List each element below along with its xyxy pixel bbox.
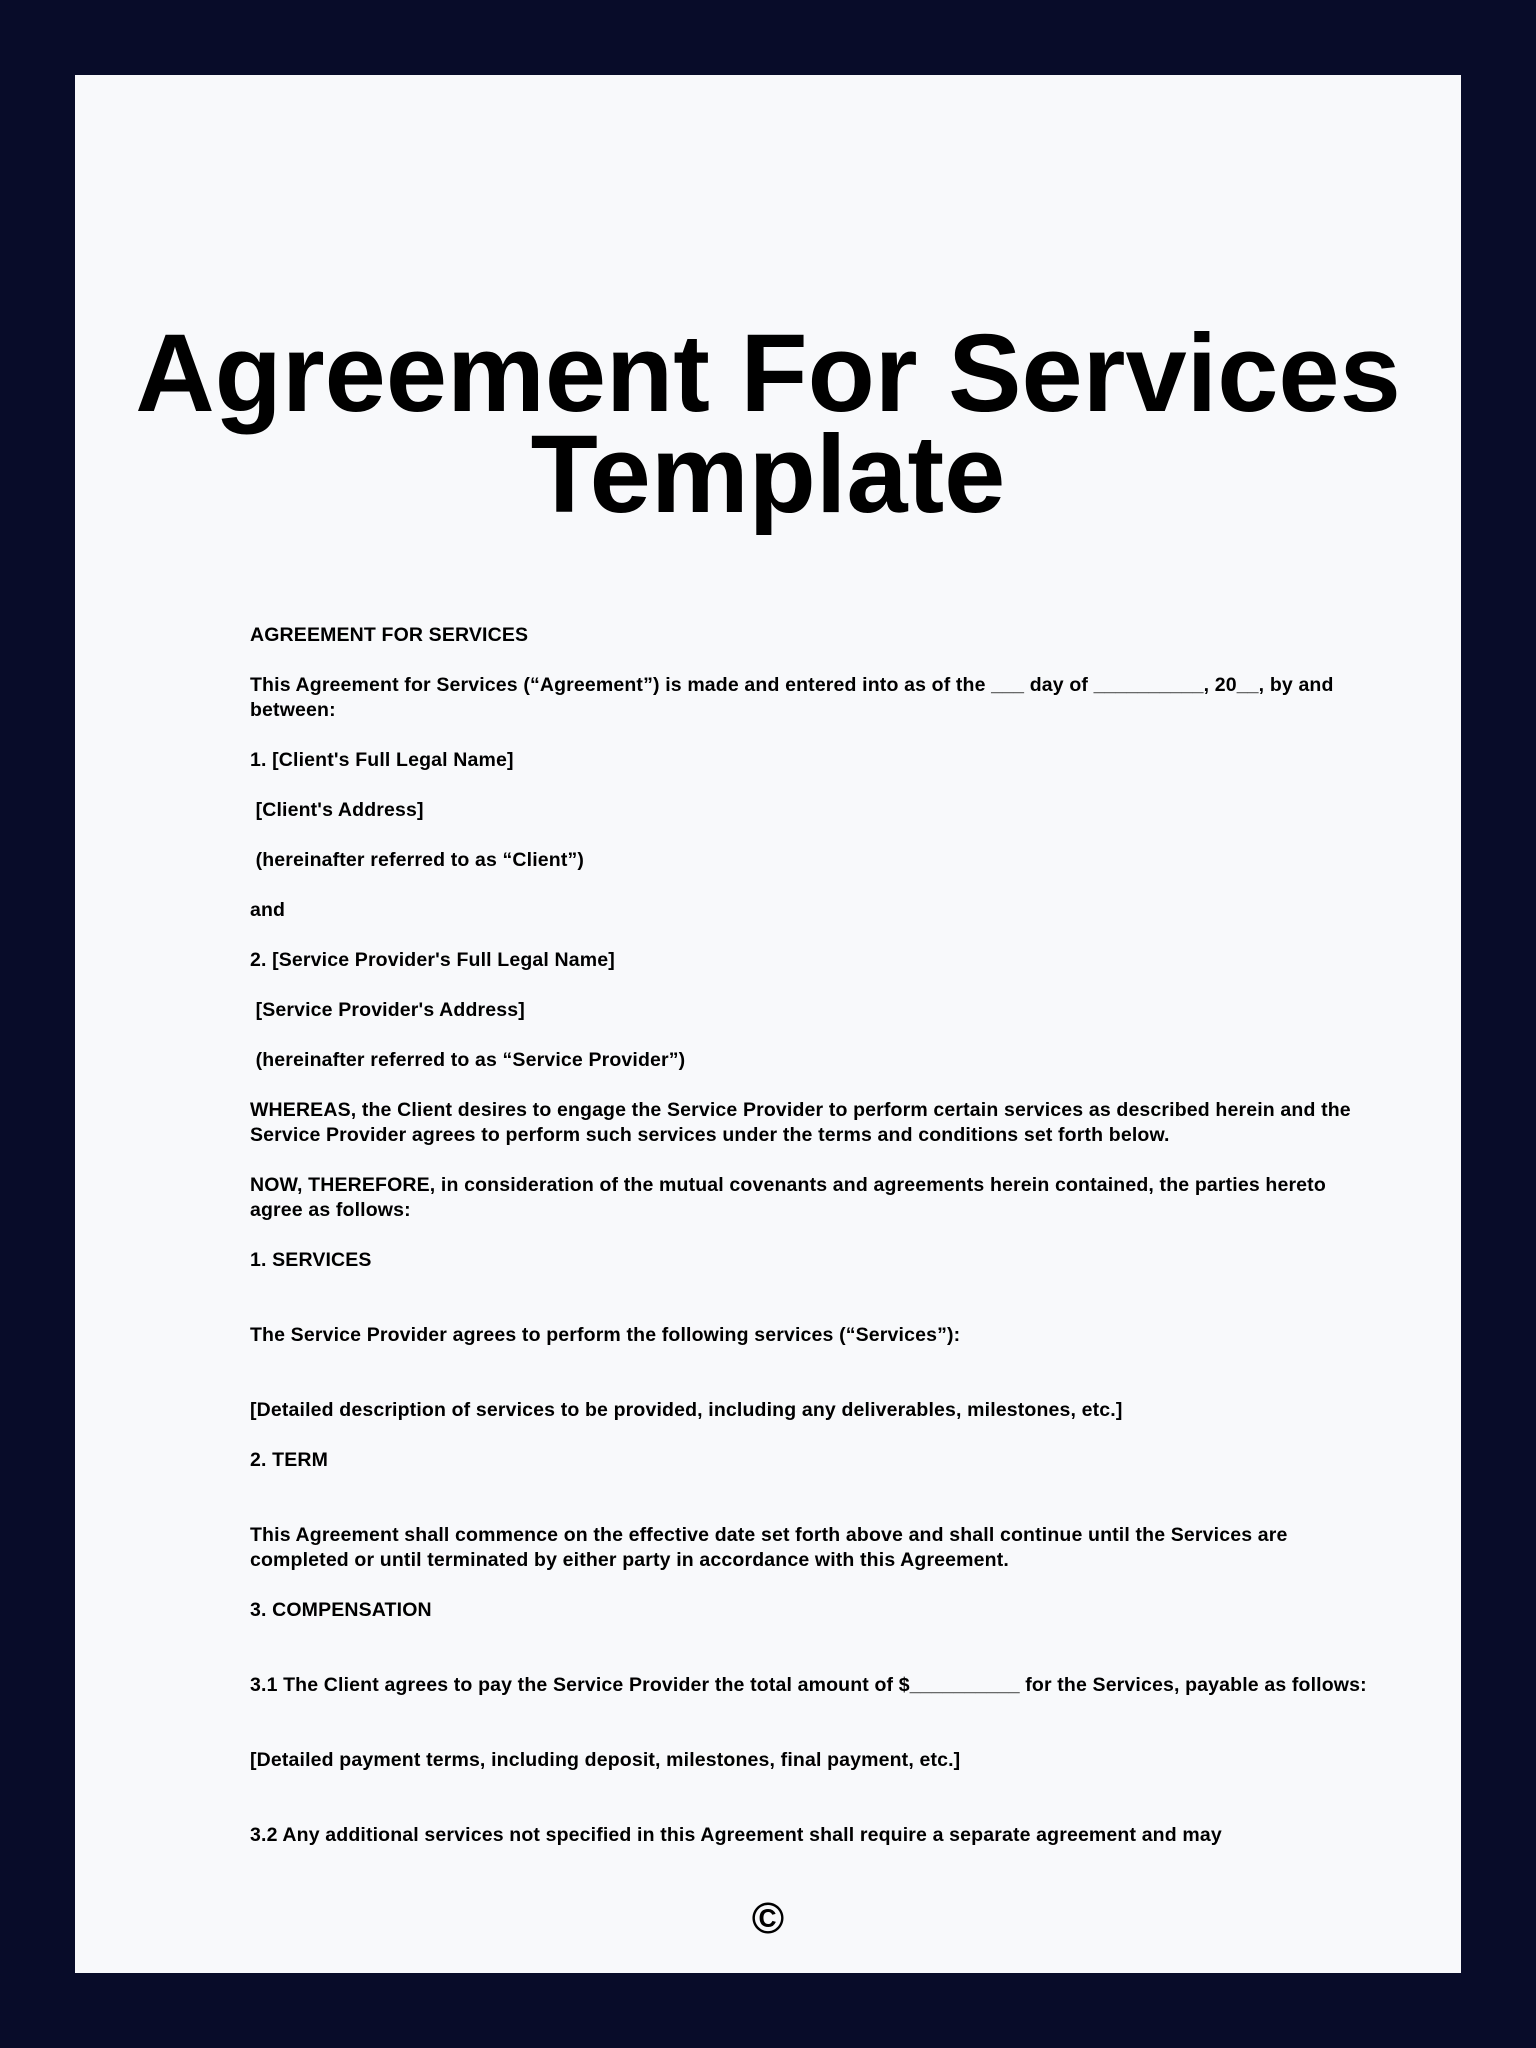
provider-name-placeholder: 2. [Service Provider's Full Legal Name] bbox=[250, 949, 615, 971]
agreement-intro: This Agreement for Services (“Agreement”) is made and entered into as of the ___ day of __________, 20__, by and between: bbox=[250, 674, 1340, 721]
provider-definition: (hereinafter referred to as “Service Provider”) bbox=[250, 1049, 686, 1071]
services-statement: The Service Provider agrees to perform the following services (“Services”): bbox=[250, 1324, 961, 1346]
document-title-line-1: Agreement For Services bbox=[135, 312, 1401, 435]
section-term-heading: 2. TERM bbox=[250, 1449, 328, 1471]
client-name-placeholder: 1. [Client's Full Legal Name] bbox=[250, 749, 514, 771]
agreement-body bbox=[250, 623, 1370, 1848]
services-description-placeholder: [Detailed description of services to be provided, including any deliverables, milestones, etc.] bbox=[250, 1399, 1123, 1421]
term-statement: This Agreement shall commence on the effective date set forth above and shall continue until the Services are completed or until terminated by either party in accordance with this Agreement. bbox=[250, 1524, 1294, 1571]
document-title bbox=[75, 312, 1461, 536]
copyright-symbol: © bbox=[751, 1894, 785, 1943]
compensation-clause-3-1: 3.1 The Client agrees to pay the Service Provider the total amount of $__________ for the Services, payable as follows: bbox=[250, 1674, 1367, 1696]
payment-terms-placeholder: [Detailed payment terms, including deposit, milestones, final payment, etc.] bbox=[250, 1749, 961, 1771]
now-therefore-clause: NOW, THEREFORE, in consideration of the mutual covenants and agreements herein contained, the parties hereto agree as follows: bbox=[250, 1174, 1332, 1221]
document-page bbox=[75, 75, 1461, 1973]
provider-address-placeholder: [Service Provider's Address] bbox=[250, 999, 525, 1021]
document-title-line-2: Template bbox=[530, 413, 1006, 536]
agreement-heading: AGREEMENT FOR SERVICES bbox=[250, 624, 529, 646]
and-connector: and bbox=[250, 899, 286, 921]
client-definition: (hereinafter referred to as “Client”) bbox=[250, 849, 585, 871]
section-services-heading: 1. SERVICES bbox=[250, 1249, 372, 1271]
whereas-clause: WHEREAS, the Client desires to engage the Service Provider to perform certain services as described herein and the Service Provider agrees to perform such services under the terms and conditions set forth below. bbox=[250, 1099, 1357, 1146]
compensation-clause-3-2: 3.2 Any additional services not specified in this Agreement shall require a separate agreement and may bbox=[250, 1824, 1222, 1846]
section-compensation-heading: 3. COMPENSATION bbox=[250, 1599, 432, 1621]
client-address-placeholder: [Client's Address] bbox=[250, 799, 424, 821]
